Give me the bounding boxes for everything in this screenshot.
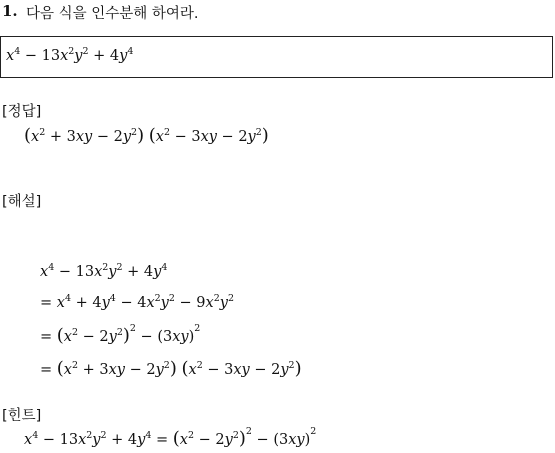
- answer-label: [정답]: [2, 104, 42, 120]
- hint-expression: $x^4 - 13x^2y^2 + 4y^4 = (x^2 - 2y^2)^2 - (3xy)^2$: [24, 426, 317, 449]
- explanation-step-3: = $(x^2 - 2y^2)^2 - (3xy)^2$: [40, 323, 201, 346]
- problem-expression: $x^4 - 13x^2y^2 + 4y^4$: [6, 46, 134, 64]
- explanation-label: [해설]: [2, 194, 42, 210]
- explanation-step-4: = $(x^2 + 3xy - 2y^2) (x^2 - 3xy - 2y^2)$: [40, 358, 302, 379]
- question-text: 다음 식을 인수분해 하여라.: [26, 6, 199, 22]
- explanation-step-1: $x^4 - 13x^2y^2 + 4y^4$: [40, 262, 168, 280]
- question-number: 1.: [2, 2, 18, 20]
- hint-label: [힌트]: [2, 408, 42, 424]
- explanation-step-2: = $x^4 + 4y^4 - 4x^2y^2 - 9x^2y^2$: [40, 293, 234, 311]
- answer-expression: $(x^2 + 3xy - 2y^2) (x^2 - 3xy - 2y^2)$: [24, 125, 269, 146]
